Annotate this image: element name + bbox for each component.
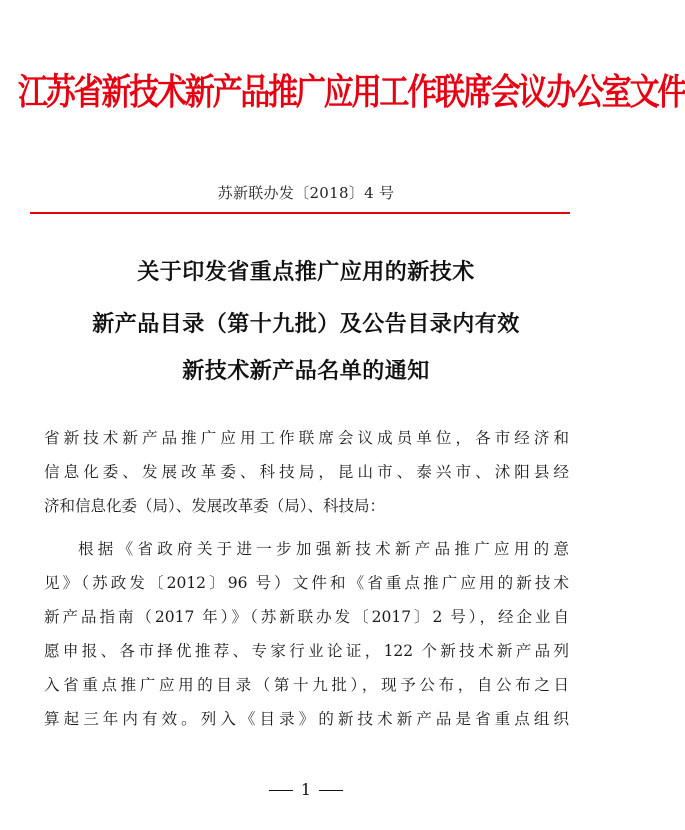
- body-line-2: 信息化委、发展改革委、科技局，昆山市、泰兴市、沭阳县经: [44, 463, 569, 481]
- body-line-9: 算起三年内有效。列入《目录》的新技术新产品是省重点组织: [44, 710, 569, 728]
- body-line-3: 济和信息化委（局）、发展改革委（局）、科技局：: [44, 497, 386, 515]
- document-number: 苏新联办发〔2018〕4 号: [217, 184, 395, 202]
- masthead-title: 江苏省新技术新产品推广应用工作联席会议办公室文件: [18, 71, 685, 114]
- notice-title-line-2: 新产品目录（第十九批）及公告目录内有效: [92, 312, 520, 337]
- body-line-6: 新产品指南（2017 年）》（苏新联办发〔2017〕2 号），经企业自: [44, 608, 569, 626]
- footer-dash-left: [269, 790, 293, 792]
- body-line-1: 省新技术新产品推广应用工作联席会议成员单位，各市经济和: [44, 429, 569, 447]
- page-footer: [0, 780, 612, 799]
- body-line-7: 愿申报、各市择优推荐、专家行业论证，122 个新技术新产品列: [44, 642, 569, 660]
- page-number: 1: [300, 780, 312, 799]
- red-divider: [30, 212, 570, 214]
- body-line-4: 根据《省政府关于进一步加强新技术新产品推广应用的意: [78, 540, 569, 558]
- body-line-8: 入省重点推广应用的目录（第十九批），现予公布，自公布之日: [44, 676, 569, 694]
- footer-dash-right: [319, 790, 343, 792]
- notice-title-line-3: 新技术新产品名单的通知: [182, 359, 430, 384]
- notice-title-line-1: 关于印发省重点推广应用的新技术: [137, 260, 475, 285]
- body-line-5: 见》（苏政发〔2012〕96 号）文件和《省重点推广应用的新技术: [44, 574, 569, 592]
